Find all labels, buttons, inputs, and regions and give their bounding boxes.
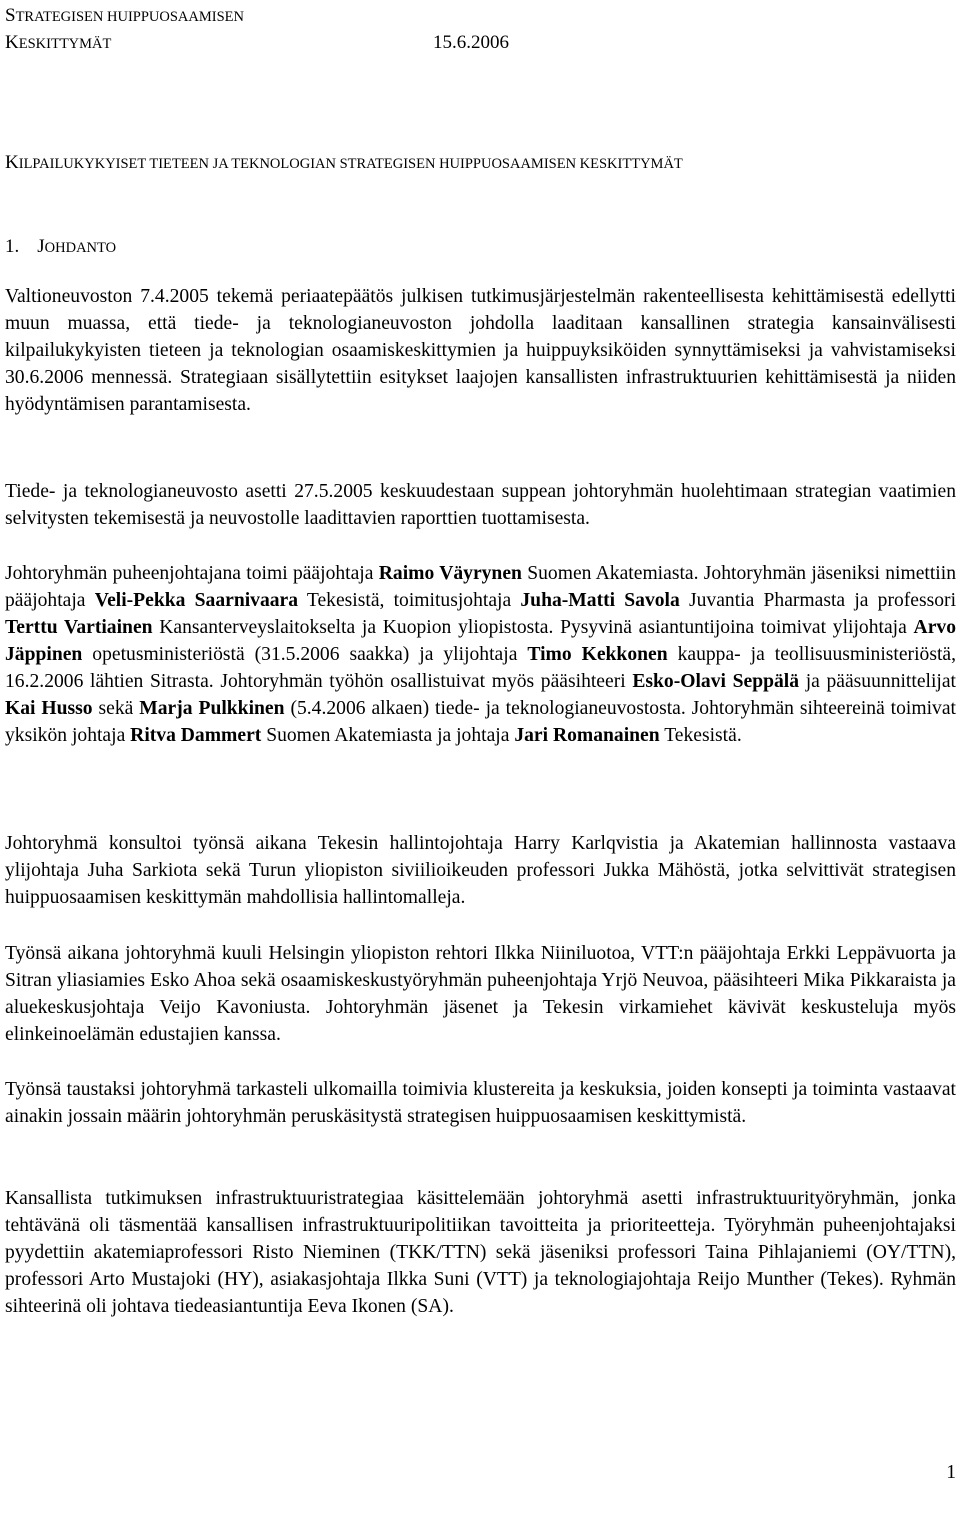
paragraph-2: Tiede- ja teknologianeuvosto asetti 27.5.2005 keskuudestaan suppean johtoryhmän huolehtimaan strategian vaatimien selvitysten tekemisestä ja neuvostolle laadittavien raporttien tuottamisesta.	[5, 481, 956, 529]
paragraph-6: Työnsä taustaksi johtoryhmä tarkasteli ulkomailla toimivia klustereita ja keskuksia, joiden konsepti ja toiminta vastaavat ainakin jossain määrin johtoryhmän peruskäsitystä strategisen huippuosaamisen keskittymistä.	[5, 1079, 956, 1127]
paragraph-5: Työnsä aikana johtoryhmä kuuli Helsingin yliopiston rehtori Ilkka Niiniluotoa, VTT:n pääjohtaja Erkki Leppävuorta ja Sitran yliasiamies Esko Ahoa sekä osaamiskeskustyöryhmän puheenjohtaja Yrjö Neuvoa, pääsihteeri Mika Pikkaraista ja aluekeskusjohtaja Veijo Kavoniusta. Johtoryhmän jäsenet ja Tekesin virkamiehet kävivät keskusteluja myös elinkeinoelämän edustajien kanssa.	[5, 943, 956, 1045]
person-name: Terttu Vartiainen	[5, 617, 153, 638]
person-name: Jari Romanainen	[514, 725, 660, 746]
person-name: Kai Husso	[5, 698, 93, 719]
paragraph-4: Johtoryhmä konsultoi työnsä aikana Tekesin hallintojohtaja Harry Karlqvistia ja Akatemian hallinnosta vastaava ylijohtaja Juha Sarkiota sekä Turun yliopiston siviilioikeuden professori Jukka Mähöstä, jotka selvittivät strategisen huippuosaamisen keskittymän mahdollisia hallintomalleja.	[5, 833, 956, 908]
person-name: Veli-Pekka Saarnivaara	[94, 590, 299, 611]
page-number: 1	[946, 1462, 956, 1483]
person-name: Marja Pulkkinen	[139, 698, 285, 719]
section-heading: 1. JOHDANTO	[5, 236, 117, 257]
paragraph-3: Johtoryhmän puheenjohtajana toimi pääjohtaja Raimo Väyrynen Suomen Akatemiasta. Johtoryhmän jäseniksi nimettiin pääjohtaja Veli-Pekka Saarnivaara Tekesistä, toimitusjohtaja Juha-Matti Savola Juvantia Pharmasta ja professori Terttu Vartiainen Kansanterveyslaitokselta ja Kuopion yliopistosta. Pysyvinä asiantuntijoina toimivat ylijohtaja Arvo Jäppinen opetusministeriöstä (31.5.2006 saakka) ja ylijohtaja Timo Kekkonen kauppa- ja teollisuusministeriöstä, 16.2.2006 lähtien Sitrasta. Johtoryhmän työhön osallistuivat myös pääsihteeri Esko-Olavi Seppälä ja pääsuunnittelijat Kai Husso sekä Marja Pulkkinen (5.4.2006 alkaen) tiede- ja teknologianeuvostosta. Johtoryhmän sihteereinä toimivat yksikön johtaja Ritva Dammert Suomen Akatemiasta ja johtaja Jari Romanainen Tekesistä.	[5, 563, 957, 746]
person-name: Timo Kekkonen	[527, 644, 668, 665]
person-name: Juha-Matti Savola	[520, 590, 680, 611]
header-line-2: KESKITTYMÄT	[5, 32, 112, 53]
person-name: Esko-Olavi Seppälä	[632, 671, 800, 692]
paragraph-1: Valtioneuvoston 7.4.2005 tekemä periaatepäätös julkisen tutkimusjärjestelmän rakenteellisesta kehittämisestä edellytti muun muassa, että tiede- ja teknologianeuvoston johdolla laaditaan kansallinen strategia kansainvälisesti kilpailukykyisten tieteen ja teknologian osaamiskeskittymien ja huippuyksiköiden synnyttämiseksi ja vahvistamiseksi 30.6.2006 mennessä. Strategiaan sisällytettiin esitykset laajojen kansallisten infrastruktuurien kehittämisestä ja niiden hyödyntämisen parantamisesta.	[5, 286, 956, 415]
header-date: 15.6.2006	[433, 32, 509, 53]
person-name: Ritva Dammert	[130, 725, 262, 746]
main-title: KILPAILUKYKYISET TIETEEN JA TEKNOLOGIAN STRATEGISEN HUIPPUOSAAMISEN KESKITTYMÄT	[5, 152, 683, 173]
header-line-1: STRATEGISEN HUIPPUOSAAMISEN	[5, 5, 244, 26]
paragraph-7: Kansallista tutkimuksen infrastruktuuristrategiaa käsittelemään johtoryhmä asetti infrastruktuurityöryhmän, jonka tehtävänä oli täsmentää kansallisen infrastruktuuripolitiikan tavoitteita ja prioriteetteja. Työryhmän puheenjohtajaksi pyydettiin akatemiaprofessori Risto Nieminen (TKK/TTN) sekä jäseniksi professori Taina Pihlajaniemi (OY/TTN), professori Arto Mustajoki (HY), asiakasjohtaja Ilkka Suni (VTT) ja teknologiajohtaja Reijo Munther (Tekes). Ryhmän sihteerinä oli johtava tiedeasiantuntija Eeva Ikonen (SA).	[5, 1188, 956, 1317]
person-name: Raimo Väyrynen	[378, 563, 522, 584]
person-name: Arvo Jäppinen	[5, 617, 956, 665]
